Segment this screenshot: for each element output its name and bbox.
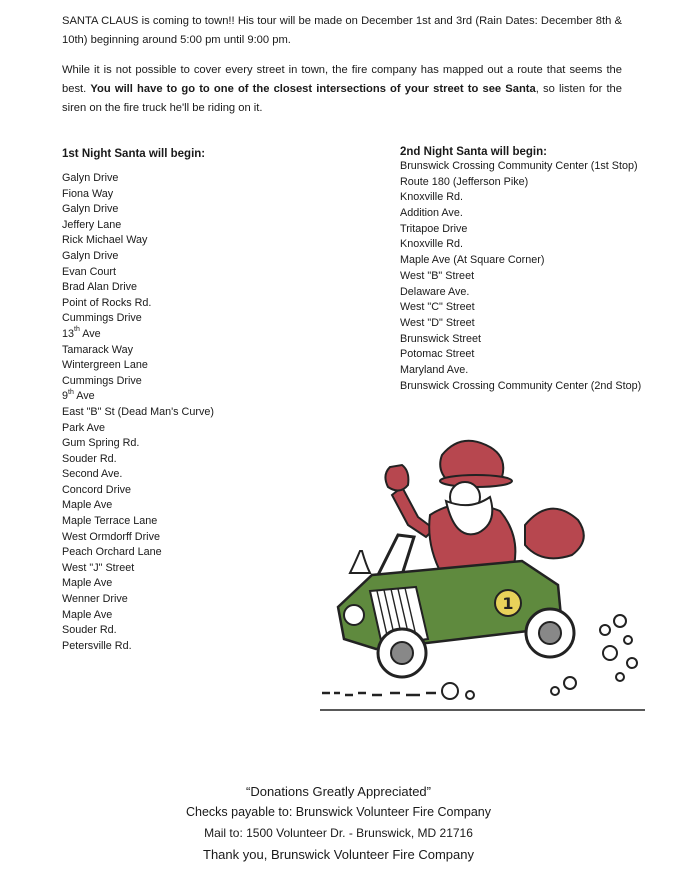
- street-item: Tamarack Way: [62, 343, 133, 356]
- street-item: Cummings Drive: [62, 374, 142, 387]
- street-item: Knoxville Rd.: [400, 191, 464, 204]
- street-item: Park Ave: [62, 421, 106, 434]
- street-item: Concord Drive: [62, 483, 132, 496]
- street-item: Brunswick Crossing Community Center (1st Stop): [400, 160, 638, 172]
- street-item: Addition Ave.: [400, 207, 463, 220]
- street-item: Jeffery Lane: [62, 218, 122, 231]
- street-item: Brunswick Crossing Community Center (2nd Stop): [400, 379, 642, 392]
- street-item: West "D" Street: [400, 316, 475, 329]
- night2-heading: 2nd Night Santa will begin:: [400, 146, 547, 158]
- thanks-line: Thank you, Brunswick Volunteer Fire Company: [203, 847, 474, 862]
- street-item: Knoxville Rd.: [400, 238, 464, 251]
- street-item: Fiona Way: [62, 187, 114, 200]
- street-item: Tritapoe Drive: [400, 222, 468, 235]
- intro-p2-end: , so listen for the siren on the fire truck he'll be riding on it.: [62, 83, 622, 114]
- street-item: Souder Rd.: [62, 452, 117, 465]
- intro-paragraph-2: [62, 61, 622, 118]
- checks-label: Checks payable to:: [185, 805, 293, 819]
- street-item: Evan Court: [62, 265, 117, 278]
- street-item: Peach Orchard Lane: [62, 546, 162, 559]
- street-item: Brunswick Street: [400, 332, 482, 345]
- night1-heading: 1st Night Santa will begin:: [62, 148, 206, 160]
- street-item: East "B" St (Dead Man's Curve): [62, 405, 214, 418]
- street-item: 13th Ave: [62, 326, 101, 340]
- street-item: Second Ave.: [62, 468, 123, 481]
- street-item: Galyn Drive: [62, 203, 119, 216]
- street-item: West "B" Street: [400, 269, 475, 282]
- street-item: West "C" Street: [400, 301, 475, 314]
- intro-p2-start: While it is not possible to cover every street in town, the fire company has mapped out a route that seems the best.: [62, 64, 622, 95]
- street-item: Maple Ave (At Square Corner): [400, 254, 545, 267]
- street-item: West "J" Street: [62, 561, 135, 574]
- street-item: Gum Spring Rd.: [62, 437, 140, 450]
- street-item: Souder Rd.: [62, 624, 117, 637]
- donations-note: “Donations Greatly Appreciated”: [246, 784, 431, 799]
- intro-p2-bold: You will have to go to one of the closest intersections of your street to see Santa: [90, 83, 536, 95]
- street-item: Maryland Ave.: [400, 363, 469, 376]
- intro: [62, 12, 622, 129]
- street-item: Cummings Drive: [62, 312, 142, 325]
- night2-street-list: [400, 159, 675, 394]
- street-item: Maple Ave: [62, 608, 113, 621]
- santa-fire-truck-illustration: [310, 425, 660, 720]
- truck-number: 1: [502, 594, 514, 613]
- street-item: Point of Rocks Rd.: [62, 296, 152, 309]
- street-item: Route 180 (Jefferson Pike): [400, 175, 529, 188]
- night2-route: [400, 146, 675, 394]
- checks-payable: [0, 802, 677, 823]
- street-item: Delaware Ave.: [400, 285, 470, 298]
- mail-address: Mail to: 1500 Volunteer Dr. - Brunswick, MD 21716: [204, 826, 473, 840]
- street-item: Maple Ave: [62, 577, 113, 590]
- footer: [0, 781, 677, 865]
- street-item: Maple Ave: [62, 499, 113, 512]
- street-item: Wintergreen Lane: [62, 359, 148, 372]
- street-item: Galyn Drive: [62, 249, 119, 262]
- intro-paragraph-1: SANTA CLAUS is coming to town!! His tour will be made on December 1st and 3rd (Rain Dates: December 8th & 10th) beginning around 5:00 pm until 9:00 pm.: [62, 15, 622, 46]
- street-item: Wenner Drive: [62, 593, 128, 606]
- street-item: Rick Michael Way: [62, 234, 148, 247]
- checks-value: Brunswick Volunteer Fire Company: [295, 805, 492, 819]
- street-item: Brad Alan Drive: [62, 281, 138, 294]
- street-item: Maple Terrace Lane: [62, 515, 158, 528]
- street-item: West Ormdorff Drive: [62, 530, 160, 543]
- street-item: Petersville Rd.: [62, 639, 132, 652]
- street-item: Potomac Street: [400, 348, 475, 361]
- street-item: 9th Ave: [62, 388, 95, 403]
- street-item: Galyn Drive: [62, 172, 119, 184]
